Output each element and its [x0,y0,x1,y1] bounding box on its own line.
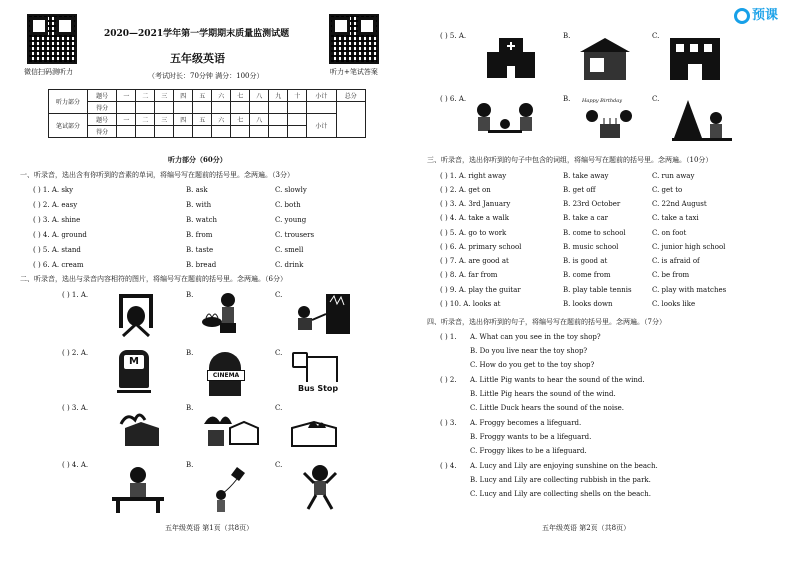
s3-item-b: B. take a car [563,214,609,222]
total-label: 总分 [336,90,365,102]
s2-q3-b: B. [186,404,194,412]
q-num: 一 [117,90,136,102]
s3-item-a[interactable]: ( ) 10. A. looks at [440,300,501,308]
q-num: 六 [212,114,231,126]
right-q6-b: B. [563,95,571,103]
s4-q4[interactable]: ( ) 4. [440,462,457,470]
s3-item-c: C. get to [652,186,683,194]
score-cell[interactable] [307,102,336,114]
s4-q3-c: C. Froggy likes to be a lifeguard. [470,447,587,455]
s1-item-c: C. trousers [275,231,315,239]
q-num: 七 [231,114,250,126]
right-q5-c: C. [652,32,660,40]
bus-stop-picture[interactable] [292,352,342,398]
footer-left: 五年级英语 第1页（共8页） [165,524,254,532]
box-plant-picture-c[interactable] [288,410,340,450]
subtotal-label: 小计 [307,90,336,102]
s4-q1-b: B. Do you live near the toy shop? [470,347,588,355]
score-cell[interactable] [117,102,136,114]
s1-item-a[interactable]: ( ) 3. A. shine [33,216,81,224]
section3-instruction: 三、听录音，选出你听到的句子中包含的词组，将编号写在题前的括号里。念两遍。（10分） [427,156,713,164]
subway-picture[interactable] [117,350,151,398]
s1-item-c: C. both [275,201,301,209]
s3-item-a[interactable]: ( ) 6. A. primary school [440,243,522,251]
building-picture[interactable] [670,38,720,80]
s4-q3-b: B. Froggy wants to be a lifeguard. [470,433,592,441]
right-q6-c: C. [652,95,660,103]
yuke-logo-icon [734,8,750,24]
s3-item-b: B. 23rd October [563,200,621,208]
s3-item-b: B. looks down [563,300,613,308]
cinema-sign: CINEMA [207,370,245,381]
s3-item-a[interactable]: ( ) 7. A. are good at [440,257,509,265]
qr-code-listening[interactable] [27,14,77,64]
right-q6-label[interactable]: ( ) 6. A. [440,95,467,103]
q-num: 二 [136,90,155,102]
score-cell[interactable] [288,102,307,114]
q-num: 六 [212,90,231,102]
s3-item-a[interactable]: ( ) 8. A. far from [440,271,498,279]
q-num: 五 [193,114,212,126]
s3-item-b: B. come to school [563,229,626,237]
campfire-picture[interactable] [117,294,157,339]
s1-item-a[interactable]: ( ) 5. A. stand [33,246,81,254]
hospital-picture[interactable] [487,38,535,80]
score-cell[interactable] [231,126,250,138]
q-num: 八 [250,114,269,126]
s3-item-c: C. take a taxi [652,214,699,222]
score-cell[interactable] [155,126,174,138]
section2-instruction: 二、听录音，选出与录音内容相符的图片，将编号写在题前的括号里。念两遍。（6分） [20,275,287,283]
q-num: 四 [174,114,193,126]
s3-item-a[interactable]: ( ) 3. A. 3rd January [440,200,511,208]
s3-item-c: C. looks like [652,300,696,308]
s4-q2-b: B. Little Pig hears the sound of the wind. [470,390,616,398]
logo-text: 预课 [752,8,779,23]
score-cell[interactable] [174,126,193,138]
q-num: 二 [136,114,155,126]
score-cell[interactable] [155,102,174,114]
right-q5-b: B. [563,32,571,40]
time-info: （考试时长：70分钟 满分：100分） [148,72,264,80]
s1-item-c: C. young [275,216,307,224]
score-cell[interactable] [231,102,250,114]
listening-heading: 听力部分（60分） [168,155,227,164]
q-num: 三 [155,114,174,126]
s2-q1-label[interactable]: ( ) 1. A. [62,291,89,299]
exam-title: 2020—2021学年第一学期期末质量监测试题 [104,29,290,39]
s2-q2-b: B. [186,349,194,357]
s1-item-b: B. watch [186,216,218,224]
christmas-picture[interactable] [668,98,734,148]
subtotal-label: 小计 [307,114,336,138]
score-cell[interactable] [193,126,212,138]
s1-item-b: B. ask [186,186,208,194]
s1-item-a[interactable]: ( ) 2. A. easy [33,201,78,209]
q-num: 三 [155,90,174,102]
q-num: 五 [193,90,212,102]
s1-item-b: B. bread [186,261,217,269]
right-q5-label[interactable]: ( ) 5. A. [440,32,467,40]
s4-q1[interactable]: ( ) 1. [440,333,457,341]
s3-item-c: C. be from [652,271,690,279]
q-label: 题号 [88,114,117,126]
score-cell[interactable] [117,126,136,138]
s3-item-b: B. play table tennis [563,286,632,294]
s2-q4-b: B. [186,461,194,469]
s3-item-b: B. take away [563,172,609,180]
s1-item-a[interactable]: ( ) 1. A. sky [33,186,74,194]
score-table [48,89,366,138]
s2-q3-c: C. [275,404,283,412]
metro-sign: M [124,355,144,369]
score-cell[interactable] [212,102,231,114]
q-num: 四 [174,90,193,102]
q-num: 十 [288,90,307,102]
bus-stop-sign: Bus Stop [298,384,339,393]
s3-item-b: B. come from [563,271,611,279]
score-cell[interactable] [212,126,231,138]
s4-q4-c: C. Lucy and Lily are collecting shells on the beach. [470,490,651,498]
score-label: 得分 [88,102,117,114]
s1-item-c: C. drink [275,261,304,269]
qr-right-caption: 听力+笔试答案 [330,68,378,76]
q-label: 题号 [88,90,117,102]
s4-q1-a: A. What can you see in the toy shop? [470,333,601,341]
subject-title: 五年级英语 [170,52,225,65]
s1-item-a[interactable]: ( ) 4. A. ground [33,231,87,239]
section1-instruction: 一、听录音，选出含有你听到的音素的单词，将编号写在题前的括号里。念两遍。（3分） [20,171,294,179]
s3-item-c: C. 22nd August [652,200,707,208]
s3-item-a[interactable]: ( ) 9. A. play the guitar [440,286,521,294]
s3-item-a[interactable]: ( ) 1. A. right away [440,172,507,180]
score-cell[interactable] [136,126,155,138]
score-cell[interactable] [136,102,155,114]
s4-q3[interactable]: ( ) 3. [440,419,457,427]
s4-q4-b: B. Lucy and Lily are collecting rubbish in the park. [470,476,651,484]
s4-q2-c: C. Little Duck hears the sound of the noise. [470,404,625,412]
s2-q1-c: C. [275,291,283,299]
section4-instruction: 四、听录音，选出你听到的句子，将编号写在题前的括号里。念两遍。（7分） [427,318,666,326]
s3-item-c: C. run away [652,172,695,180]
shop-picture[interactable] [580,38,630,80]
total-score-cell[interactable] [336,102,365,138]
s1-item-c: C. slowly [275,186,307,194]
s3-item-a[interactable]: ( ) 4. A. take a walk [440,214,509,222]
s3-item-a[interactable]: ( ) 5. A. go to work [440,229,507,237]
score-cell[interactable] [174,102,193,114]
cinema-picture[interactable] [205,352,245,398]
girl-kite-picture[interactable] [205,465,249,515]
s2-q2-c: C. [275,349,283,357]
box-plant-picture-b[interactable] [200,410,260,450]
s4-q1-c: C. How do you get to the toy shop? [470,361,595,369]
qr-left-caption: 微信扫码测听力 [24,68,73,76]
score-label: 得分 [88,126,117,138]
score-cell[interactable] [250,126,269,138]
s1-item-c: C. smell [275,246,304,254]
s4-q2-a: A. Little Pig wants to hear the sound of the wind. [470,376,645,384]
s2-q3-label[interactable]: ( ) 3. A. [62,404,89,412]
boy-desk-picture[interactable] [110,465,166,515]
s3-item-a[interactable]: ( ) 2. A. get on [440,186,491,194]
family-dinner-picture[interactable] [470,100,540,148]
score-cell[interactable] [250,102,269,114]
writing-part-label: 笔试部分 [49,114,88,138]
s2-q2-label[interactable]: ( ) 2. A. [62,349,89,357]
birthday-banner: Happy Birthday [582,98,623,104]
s2-q4-label[interactable]: ( ) 4. A. [62,461,89,469]
q-num: 七 [231,90,250,102]
s1-item-a[interactable]: ( ) 6. A. cream [33,261,84,269]
s1-item-b: B. from [186,231,213,239]
birthday-party-picture[interactable] [578,98,638,148]
box-plant-picture-a[interactable] [117,410,165,450]
s1-item-b: B. with [186,201,212,209]
s3-item-b: B. is good at [563,257,608,265]
fireman-picture[interactable] [292,292,352,340]
s1-item-b: B. taste [186,246,214,254]
s4-q2[interactable]: ( ) 2. [440,376,457,384]
s3-item-c: C. is afraid of [652,257,700,265]
s3-item-c: C. junior high school [652,243,726,251]
score-cell[interactable] [193,102,212,114]
s4-q3-a: A. Froggy becomes a lifeguard. [470,419,582,427]
s2-q1-b: B. [186,291,194,299]
s3-item-b: B. music school [563,243,619,251]
s3-item-c: C. on foot [652,229,687,237]
s4-q4-a: A. Lucy and Lily are enjoying sunshine on the beach. [470,462,658,470]
boy-cooking-picture[interactable] [200,292,245,340]
score-cell[interactable] [269,102,288,114]
q-num: 一 [117,114,136,126]
s3-item-b: B. get off [563,186,596,194]
boy-jumping-picture[interactable] [300,463,340,515]
q-num: 八 [250,90,269,102]
s3-item-c: C. play with matches [652,286,727,294]
s2-q4-c: C. [275,461,283,469]
q-num: 九 [269,90,288,102]
footer-right: 五年级英语 第2页（共8页） [542,524,631,532]
qr-code-answers[interactable] [329,14,379,64]
listening-part-label: 听力部分 [49,90,88,114]
